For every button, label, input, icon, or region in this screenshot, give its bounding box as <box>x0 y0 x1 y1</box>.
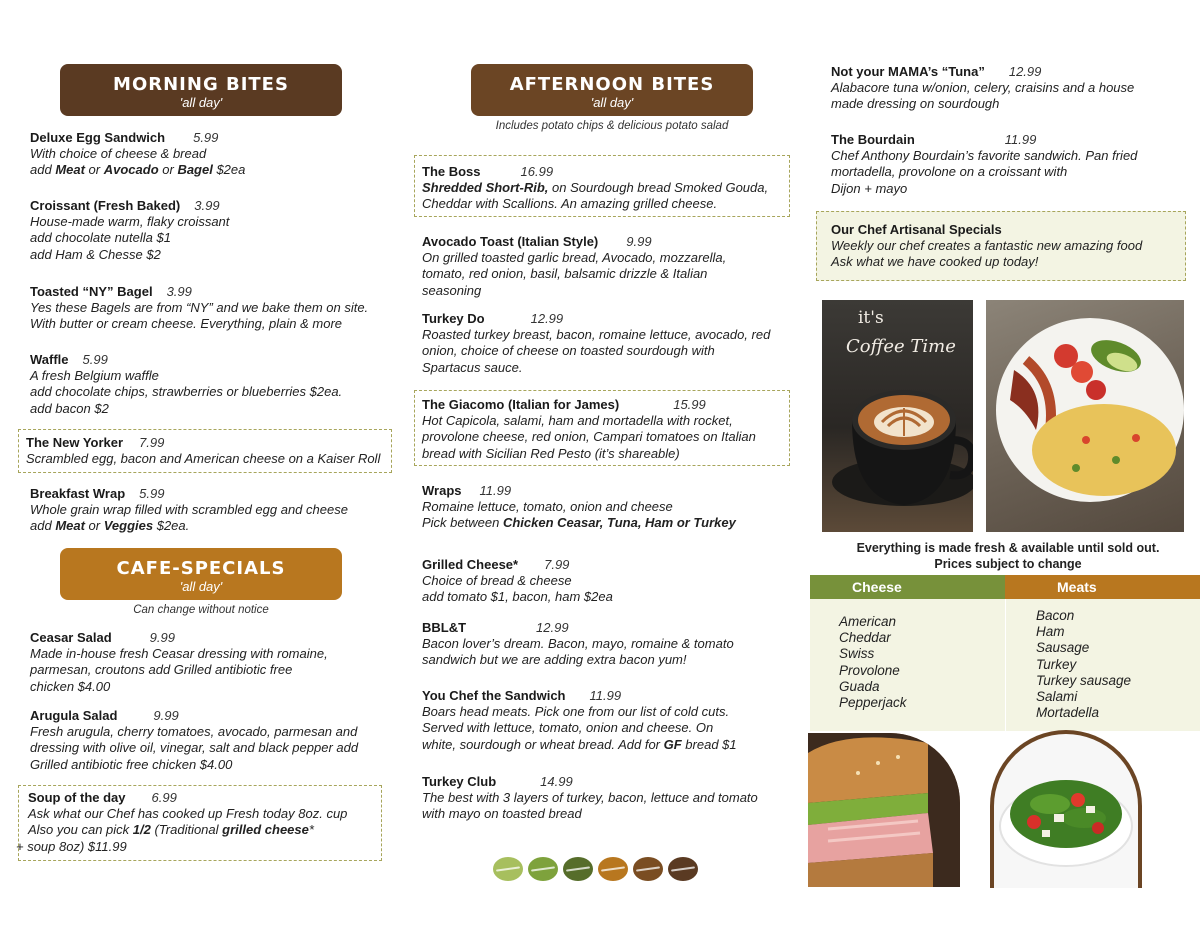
menu-item: You Chef the Sandwich 11.99 Boars head meats. Pick one from our list of cold cuts. Served with lettuce, tomato, onion and cheese. On white, sourdough or wheat bread. Add for GF bread $1 <box>422 688 737 752</box>
list-item: Turkey <box>1036 656 1077 672</box>
sandwich-photo <box>808 733 960 887</box>
cafe-specials-banner <box>60 548 342 600</box>
afternoon-bites-note: Includes potato chips & delicious potato salad <box>495 120 729 132</box>
menu-item: The Boss 16.99 Shredded Short-Rib, on Sourdough bread Smoked Gouda, Cheddar with Scallions. An amazing grilled cheese. <box>422 164 769 212</box>
meats-list <box>1036 608 1131 721</box>
coffee-time-text: it's <box>858 308 884 328</box>
coffee-bean-icon <box>598 857 628 881</box>
coffee-bean-icon <box>633 857 663 881</box>
coffee-time-script: Coffee Time <box>846 336 956 357</box>
coffee-bean-icon <box>528 857 558 881</box>
table-divider <box>1005 599 1006 731</box>
coffee-photo <box>822 300 973 532</box>
cafe-specials-subtitle: 'all day' <box>179 579 223 594</box>
list-item: Salami <box>1036 689 1078 705</box>
coffee-bean-icon <box>563 857 593 881</box>
coffee-bean-icon <box>668 857 698 881</box>
chef-specials: Our Chef Artisanal Specials Weekly our chef creates a fantastic new amazing food Ask what we have cooked up today! <box>831 222 1143 270</box>
list-item: Ham <box>1036 624 1065 640</box>
menu-item: Arugula Salad 9.99 Fresh arugula, cherry tomatoes, avocado, parmesan and dressing with olive oil, vinegar, salt and black pepper add Grilled antibiotic free chicken $4.00 <box>30 708 359 772</box>
menu-item: Soup of the day 6.99 Ask what our Chef has cooked up Fresh today 8oz. cup Also you can pick 1/2 (Traditional grilled cheese* + soup 8oz) $11.99 <box>16 790 348 854</box>
list-item: Pepperjack <box>839 695 907 711</box>
afternoon-bites-subtitle: 'all day' <box>590 95 634 110</box>
morning-bites-banner <box>60 64 342 116</box>
morning-bites-title: MORNING BITES <box>113 74 289 95</box>
menu-item: Waffle 5.99 A fresh Belgium waffle add chocolate chips, strawberries or blueberries $2ea. add bacon $2 <box>30 352 343 416</box>
menu-item: Avocado Toast (Italian Style) 9.99 On grilled toasted garlic bread, Avocado, mozzarella, tomato, red onion, basil, balsamic drizzle & Italian seasoning <box>422 234 727 298</box>
coffee-cup-icon <box>822 300 973 532</box>
list-item: Turkey sausage <box>1036 672 1132 688</box>
cheese-header: Cheese <box>810 575 1005 599</box>
cafe-specials-title: CAFE-SPECIALS <box>116 558 286 579</box>
menu-item: Breakfast Wrap 5.99 Whole grain wrap filled with scrambled egg and cheese add Meat or Veggies $2ea. <box>30 486 348 534</box>
salad-icon <box>994 734 1138 888</box>
coffee-bean-icon <box>493 857 523 881</box>
afternoon-bites-banner <box>471 64 753 116</box>
menu-item: The New Yorker 7.99 Scrambled egg, bacon and American cheese on a Kaiser Roll <box>26 435 381 467</box>
list-item: Provolone <box>839 662 900 678</box>
meats-header: Meats <box>1005 575 1200 599</box>
menu-item: Ceasar Salad 9.99 Made in-house fresh Ceasar dressing with romaine, parmesan, croutons add Grilled antibiotic free chicken $4.00 <box>30 630 328 694</box>
menu-item: The Giacomo (Italian for James) 15.99 Hot Capicola, salami, ham and mortadella with rocket, provolone cheese, red onion, Campari tomatoes on Italian bread with Sicilian Red Pesto (it’s shareable) <box>422 397 756 461</box>
list-item: Swiss <box>839 646 875 662</box>
afternoon-bites-title: AFTERNOON BITES <box>509 74 715 95</box>
menu-item: Turkey Do 12.99 Roasted turkey breast, bacon, romaine lettuce, avocado, red onion, choice of cheese on toasted sourdough with Spartacus sauce. <box>422 311 771 375</box>
sandwich-icon <box>808 733 960 887</box>
morning-bites-subtitle: 'all day' <box>179 95 223 110</box>
menu-item: Toasted “NY” Bagel 3.99 Yes these Bagels are from “NY” and we bake them on site. With butter or cream cheese. Everything, plain & more <box>30 284 369 332</box>
cheese-list <box>839 614 907 711</box>
cafe-specials-note: Can change without notice <box>133 604 269 616</box>
menu-item: Wraps 11.99 Romaine lettuce, tomato, onion and cheese Pick between Chicken Ceasar, Tuna, Ham or Turkey <box>422 483 736 531</box>
list-item: Mortadella <box>1036 705 1100 721</box>
salad-photo <box>990 730 1142 888</box>
menu-item: Grilled Cheese* 7.99 Choice of bread & cheese add tomato $1, bacon, ham $2ea <box>422 557 613 605</box>
breakfast-plate-icon <box>986 300 1184 532</box>
list-item: Guada <box>839 678 880 694</box>
list-item: Sausage <box>1036 640 1090 656</box>
menu-item: Deluxe Egg Sandwich 5.99 With choice of cheese & bread add Meat or Avocado or Bagel $2ea <box>30 130 246 178</box>
menu-item: BBL&T 12.99 Bacon lover’s dream. Bacon, mayo, romaine & tomato sandwich but we are adding extra bacon yum! <box>422 620 734 668</box>
fresh-notice: Everything is made fresh & available until sold out. Prices subject to change <box>856 541 1160 571</box>
menu-item: The Bourdain 11.99 Chef Anthony Bourdain’s favorite sandwich. Pan fried mortadella, provolone on a croissant with Dijon + mayo <box>831 132 1138 196</box>
list-item: Bacon <box>1036 608 1075 623</box>
menu-item: Not your MAMA’s “Tuna” 12.99 Alabacore tuna w/onion, celery, craisins and a house made dressing on sourdough <box>831 64 1135 112</box>
menu-item: Croissant (Fresh Baked) 3.99 House-made warm, flaky croissant add chocolate nutella $1 add Ham & Chesse $2 <box>30 198 230 262</box>
list-item: Cheddar <box>839 630 891 646</box>
menu-item: Turkey Club 14.99 The best with 3 layers of turkey, bacon, lettuce and tomato with mayo on toasted bread <box>422 774 758 822</box>
list-item: American <box>839 614 897 629</box>
breakfast-plate-photo <box>986 300 1184 532</box>
